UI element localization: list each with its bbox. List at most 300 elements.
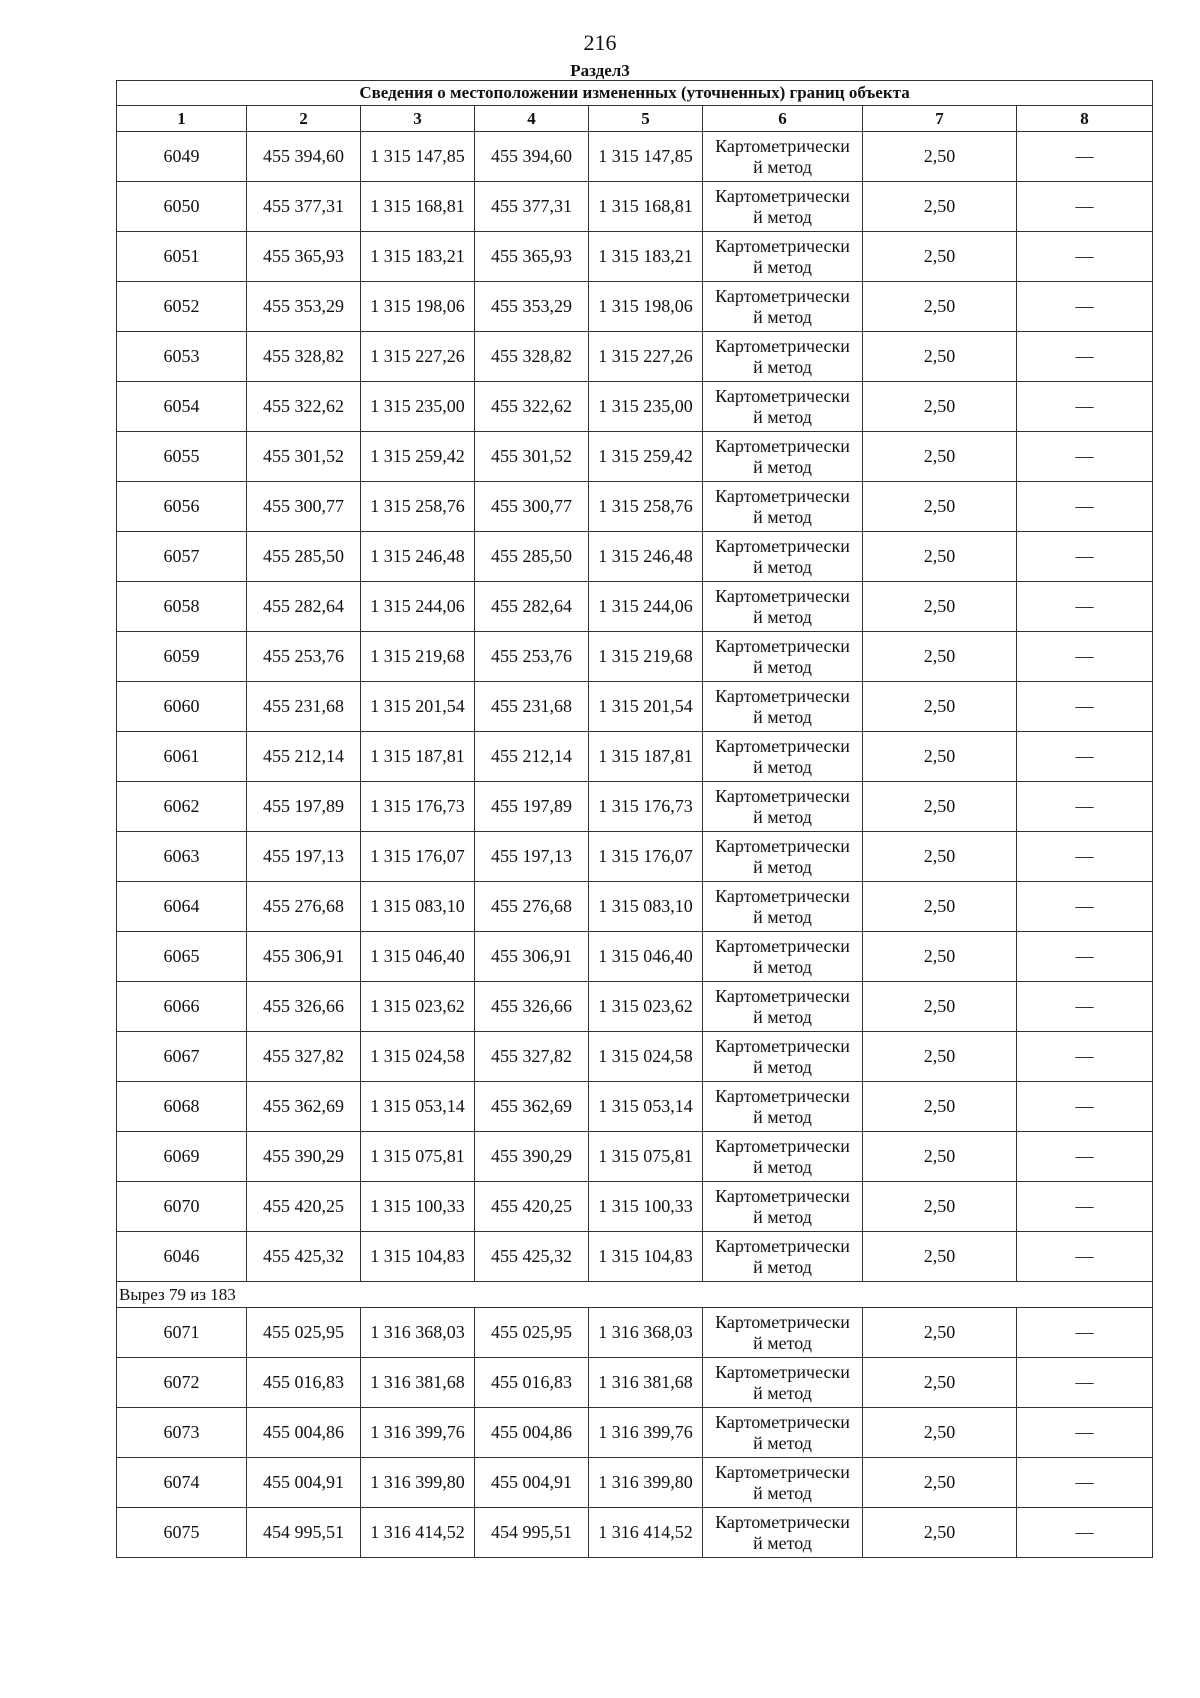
precision-cell: 2,50 xyxy=(863,132,1017,182)
existing-x-cell: 455 394,60 xyxy=(247,132,361,182)
existing-y-cell: 1 315 187,81 xyxy=(361,732,475,782)
new-y-cell: 1 315 219,68 xyxy=(589,632,703,682)
precision-cell: 2,50 xyxy=(863,232,1017,282)
new-y-cell: 1 316 399,80 xyxy=(589,1458,703,1508)
method-line: й метод xyxy=(753,606,812,627)
description-cell: — xyxy=(1017,432,1153,482)
method-line: й метод xyxy=(753,556,812,577)
table-row xyxy=(117,682,1153,732)
column-number: 7 xyxy=(863,106,1017,132)
precision-cell: 2,50 xyxy=(863,982,1017,1032)
description-cell: — xyxy=(1017,382,1153,432)
table-row xyxy=(117,882,1153,932)
existing-y-cell: 1 315 053,14 xyxy=(361,1082,475,1132)
method-line: й метод xyxy=(753,206,812,227)
existing-x-cell: 455 362,69 xyxy=(247,1082,361,1132)
table-row xyxy=(117,582,1153,632)
existing-y-cell: 1 315 183,21 xyxy=(361,232,475,282)
new-x-cell: 455 365,93 xyxy=(475,232,589,282)
existing-x-cell: 455 025,95 xyxy=(247,1308,361,1358)
existing-x-cell: 455 301,52 xyxy=(247,432,361,482)
description-cell: — xyxy=(1017,1082,1153,1132)
table-row xyxy=(117,1082,1153,1132)
table-row xyxy=(117,432,1153,482)
method-line: Картометрически xyxy=(715,535,850,556)
method-line: й метод xyxy=(753,256,812,277)
point-number-cell: 6067 xyxy=(117,1032,247,1082)
new-x-cell: 455 394,60 xyxy=(475,132,589,182)
table-row xyxy=(117,782,1153,832)
precision-cell: 2,50 xyxy=(863,882,1017,932)
existing-y-cell: 1 315 100,33 xyxy=(361,1182,475,1232)
table-row xyxy=(117,1032,1153,1082)
existing-y-cell: 1 315 201,54 xyxy=(361,682,475,732)
method-cell xyxy=(703,482,863,532)
existing-x-cell: 455 322,62 xyxy=(247,382,361,432)
precision-cell: 2,50 xyxy=(863,1082,1017,1132)
new-y-cell: 1 315 235,00 xyxy=(589,382,703,432)
method-cell xyxy=(703,732,863,782)
point-number-cell: 6060 xyxy=(117,682,247,732)
point-number-cell: 6064 xyxy=(117,882,247,932)
point-number-cell: 6073 xyxy=(117,1408,247,1458)
existing-y-cell: 1 315 176,73 xyxy=(361,782,475,832)
existing-x-cell: 455 276,68 xyxy=(247,882,361,932)
point-number-cell: 6062 xyxy=(117,782,247,832)
description-cell: — xyxy=(1017,632,1153,682)
new-y-cell: 1 315 147,85 xyxy=(589,132,703,182)
existing-x-cell: 454 995,51 xyxy=(247,1508,361,1558)
method-line: Картометрически xyxy=(715,835,850,856)
description-cell: — xyxy=(1017,132,1153,182)
precision-cell: 2,50 xyxy=(863,532,1017,582)
new-y-cell: 1 315 187,81 xyxy=(589,732,703,782)
new-x-cell: 455 322,62 xyxy=(475,382,589,432)
table-caption: Сведения о местоположении измененных (уточненных) границ объекта xyxy=(117,81,1153,106)
method-line: Картометрически xyxy=(715,585,850,606)
existing-x-cell: 455 327,82 xyxy=(247,1032,361,1082)
new-y-cell: 1 315 176,73 xyxy=(589,782,703,832)
precision-cell: 2,50 xyxy=(863,732,1017,782)
description-cell: — xyxy=(1017,1032,1153,1082)
description-cell: — xyxy=(1017,732,1153,782)
precision-cell: 2,50 xyxy=(863,1458,1017,1508)
precision-cell: 2,50 xyxy=(863,382,1017,432)
method-cell xyxy=(703,1032,863,1082)
new-y-cell: 1 315 168,81 xyxy=(589,182,703,232)
point-number-cell: 6068 xyxy=(117,1082,247,1132)
method-line: й метод xyxy=(753,156,812,177)
new-x-cell: 455 004,91 xyxy=(475,1458,589,1508)
description-cell: — xyxy=(1017,282,1153,332)
method-cell xyxy=(703,982,863,1032)
new-y-cell: 1 315 104,83 xyxy=(589,1232,703,1282)
existing-x-cell: 455 253,76 xyxy=(247,632,361,682)
existing-y-cell: 1 315 083,10 xyxy=(361,882,475,932)
point-number-cell: 6065 xyxy=(117,932,247,982)
new-x-cell: 455 197,13 xyxy=(475,832,589,882)
method-cell xyxy=(703,782,863,832)
existing-y-cell: 1 315 244,06 xyxy=(361,582,475,632)
existing-y-cell: 1 315 227,26 xyxy=(361,332,475,382)
description-cell: — xyxy=(1017,832,1153,882)
new-x-cell: 455 300,77 xyxy=(475,482,589,532)
precision-cell: 2,50 xyxy=(863,332,1017,382)
new-x-cell: 455 231,68 xyxy=(475,682,589,732)
method-line: й метод xyxy=(753,806,812,827)
precision-cell: 2,50 xyxy=(863,282,1017,332)
point-number-cell: 6072 xyxy=(117,1358,247,1408)
column-number: 2 xyxy=(247,106,361,132)
existing-x-cell: 455 231,68 xyxy=(247,682,361,732)
column-number: 8 xyxy=(1017,106,1153,132)
method-line: Картометрически xyxy=(715,685,850,706)
table-row xyxy=(117,1182,1153,1232)
new-y-cell: 1 315 023,62 xyxy=(589,982,703,1032)
method-line: Картометрически xyxy=(715,1135,850,1156)
existing-y-cell: 1 316 399,80 xyxy=(361,1458,475,1508)
method-line: й метод xyxy=(753,456,812,477)
precision-cell: 2,50 xyxy=(863,582,1017,632)
table-row xyxy=(117,232,1153,282)
new-x-cell: 455 328,82 xyxy=(475,332,589,382)
existing-y-cell: 1 315 235,00 xyxy=(361,382,475,432)
description-cell: — xyxy=(1017,782,1153,832)
method-line: Картометрически xyxy=(715,785,850,806)
existing-x-cell: 455 004,91 xyxy=(247,1458,361,1508)
point-number-cell: 6050 xyxy=(117,182,247,232)
method-cell xyxy=(703,132,863,182)
boundary-coordinates-table xyxy=(116,80,1153,1558)
new-y-cell: 1 315 201,54 xyxy=(589,682,703,732)
method-line: й метод xyxy=(753,1006,812,1027)
existing-y-cell: 1 315 075,81 xyxy=(361,1132,475,1182)
point-number-cell: 6074 xyxy=(117,1458,247,1508)
new-x-cell: 455 282,64 xyxy=(475,582,589,632)
existing-x-cell: 455 420,25 xyxy=(247,1182,361,1232)
method-cell xyxy=(703,1132,863,1182)
description-cell: — xyxy=(1017,232,1153,282)
point-number-cell: 6070 xyxy=(117,1182,247,1232)
method-cell xyxy=(703,1508,863,1558)
point-number-cell: 6061 xyxy=(117,732,247,782)
method-line: Картометрически xyxy=(715,1411,850,1432)
existing-x-cell: 455 197,13 xyxy=(247,832,361,882)
column-number: 1 xyxy=(117,106,247,132)
description-cell: — xyxy=(1017,582,1153,632)
method-cell xyxy=(703,582,863,632)
existing-y-cell: 1 315 023,62 xyxy=(361,982,475,1032)
method-line: Картометрически xyxy=(715,185,850,206)
column-number: 6 xyxy=(703,106,863,132)
new-y-cell: 1 315 075,81 xyxy=(589,1132,703,1182)
method-line: Картометрически xyxy=(715,735,850,756)
point-number-cell: 6046 xyxy=(117,1232,247,1282)
point-number-cell: 6058 xyxy=(117,582,247,632)
cut-section-row xyxy=(117,1282,1153,1308)
section-title: Раздел3 xyxy=(570,61,630,80)
new-y-cell: 1 316 414,52 xyxy=(589,1508,703,1558)
existing-y-cell: 1 316 381,68 xyxy=(361,1358,475,1408)
method-line: й метод xyxy=(753,856,812,877)
existing-x-cell: 455 282,64 xyxy=(247,582,361,632)
existing-x-cell: 455 390,29 xyxy=(247,1132,361,1182)
method-line: й метод xyxy=(753,656,812,677)
existing-x-cell: 455 016,83 xyxy=(247,1358,361,1408)
method-cell xyxy=(703,532,863,582)
existing-x-cell: 455 425,32 xyxy=(247,1232,361,1282)
method-cell xyxy=(703,632,863,682)
precision-cell: 2,50 xyxy=(863,1182,1017,1232)
new-y-cell: 1 315 259,42 xyxy=(589,432,703,482)
table-body xyxy=(117,81,1153,1558)
precision-cell: 2,50 xyxy=(863,432,1017,482)
method-line: Картометрически xyxy=(715,635,850,656)
description-cell: — xyxy=(1017,682,1153,732)
new-x-cell: 455 326,66 xyxy=(475,982,589,1032)
point-number-cell: 6066 xyxy=(117,982,247,1032)
new-x-cell: 455 420,25 xyxy=(475,1182,589,1232)
method-cell xyxy=(703,1458,863,1508)
table-row xyxy=(117,732,1153,782)
precision-cell: 2,50 xyxy=(863,1232,1017,1282)
precision-cell: 2,50 xyxy=(863,1032,1017,1082)
new-x-cell: 455 353,29 xyxy=(475,282,589,332)
new-y-cell: 1 315 198,06 xyxy=(589,282,703,332)
existing-x-cell: 455 326,66 xyxy=(247,982,361,1032)
method-line: Картометрически xyxy=(715,1085,850,1106)
point-number-cell: 6069 xyxy=(117,1132,247,1182)
new-x-cell: 455 016,83 xyxy=(475,1358,589,1408)
new-y-cell: 1 315 227,26 xyxy=(589,332,703,382)
precision-cell: 2,50 xyxy=(863,782,1017,832)
method-line: й метод xyxy=(753,406,812,427)
method-line: й метод xyxy=(753,906,812,927)
new-y-cell: 1 316 381,68 xyxy=(589,1358,703,1408)
new-y-cell: 1 315 244,06 xyxy=(589,582,703,632)
method-line: Картометрически xyxy=(715,1461,850,1482)
column-number-row xyxy=(117,106,1153,132)
method-line: й метод xyxy=(753,1156,812,1177)
method-cell xyxy=(703,832,863,882)
description-cell: — xyxy=(1017,982,1153,1032)
method-cell xyxy=(703,282,863,332)
method-cell xyxy=(703,432,863,482)
existing-x-cell: 455 377,31 xyxy=(247,182,361,232)
description-cell: — xyxy=(1017,332,1153,382)
precision-cell: 2,50 xyxy=(863,482,1017,532)
table-row xyxy=(117,482,1153,532)
method-cell xyxy=(703,1408,863,1458)
cut-section-label: Вырез 79 из 183 xyxy=(117,1282,1153,1308)
description-cell: — xyxy=(1017,1458,1153,1508)
precision-cell: 2,50 xyxy=(863,832,1017,882)
new-y-cell: 1 315 053,14 xyxy=(589,1082,703,1132)
method-line: Картометрически xyxy=(715,1311,850,1332)
description-cell: — xyxy=(1017,932,1153,982)
method-line: й метод xyxy=(753,706,812,727)
new-x-cell: 455 377,31 xyxy=(475,182,589,232)
existing-x-cell: 455 197,89 xyxy=(247,782,361,832)
method-line: й метод xyxy=(753,1482,812,1503)
new-x-cell: 455 212,14 xyxy=(475,732,589,782)
existing-x-cell: 455 285,50 xyxy=(247,532,361,582)
precision-cell: 2,50 xyxy=(863,1132,1017,1182)
new-y-cell: 1 315 024,58 xyxy=(589,1032,703,1082)
new-x-cell: 455 306,91 xyxy=(475,932,589,982)
table-row xyxy=(117,332,1153,382)
existing-y-cell: 1 316 414,52 xyxy=(361,1508,475,1558)
method-line: Картометрически xyxy=(715,385,850,406)
point-number-cell: 6075 xyxy=(117,1508,247,1558)
description-cell: — xyxy=(1017,532,1153,582)
method-line: Картометрически xyxy=(715,485,850,506)
table-caption-row xyxy=(117,81,1153,106)
method-line: й метод xyxy=(753,1056,812,1077)
method-line: Картометрически xyxy=(715,1511,850,1532)
method-line: й метод xyxy=(753,306,812,327)
existing-x-cell: 455 365,93 xyxy=(247,232,361,282)
method-cell xyxy=(703,1182,863,1232)
method-line: Картометрически xyxy=(715,235,850,256)
table-row xyxy=(117,1458,1153,1508)
precision-cell: 2,50 xyxy=(863,1408,1017,1458)
point-number-cell: 6063 xyxy=(117,832,247,882)
new-x-cell: 455 327,82 xyxy=(475,1032,589,1082)
method-cell xyxy=(703,932,863,982)
method-line: й метод xyxy=(753,1432,812,1453)
point-number-cell: 6052 xyxy=(117,282,247,332)
point-number-cell: 6056 xyxy=(117,482,247,532)
column-number: 5 xyxy=(589,106,703,132)
new-x-cell: 454 995,51 xyxy=(475,1508,589,1558)
existing-x-cell: 455 353,29 xyxy=(247,282,361,332)
existing-x-cell: 455 004,86 xyxy=(247,1408,361,1458)
point-number-cell: 6053 xyxy=(117,332,247,382)
table-row xyxy=(117,182,1153,232)
precision-cell: 2,50 xyxy=(863,1508,1017,1558)
precision-cell: 2,50 xyxy=(863,182,1017,232)
new-y-cell: 1 316 368,03 xyxy=(589,1308,703,1358)
new-y-cell: 1 315 083,10 xyxy=(589,882,703,932)
method-line: й метод xyxy=(753,1382,812,1403)
method-cell xyxy=(703,682,863,732)
method-line: Картометрически xyxy=(715,885,850,906)
description-cell: — xyxy=(1017,882,1153,932)
method-line: Картометрически xyxy=(715,335,850,356)
table-row xyxy=(117,1408,1153,1458)
method-line: й метод xyxy=(753,1256,812,1277)
table-row xyxy=(117,532,1153,582)
new-y-cell: 1 315 100,33 xyxy=(589,1182,703,1232)
method-line: й метод xyxy=(753,506,812,527)
method-line: Картометрически xyxy=(715,935,850,956)
table-row xyxy=(117,1232,1153,1282)
description-cell: — xyxy=(1017,1358,1153,1408)
description-cell: — xyxy=(1017,1232,1153,1282)
method-cell xyxy=(703,1308,863,1358)
table-row xyxy=(117,282,1153,332)
method-cell xyxy=(703,1082,863,1132)
method-line: Картометрически xyxy=(715,985,850,1006)
new-y-cell: 1 316 399,76 xyxy=(589,1408,703,1458)
new-y-cell: 1 315 046,40 xyxy=(589,932,703,982)
existing-y-cell: 1 315 259,42 xyxy=(361,432,475,482)
method-cell xyxy=(703,1232,863,1282)
column-number: 4 xyxy=(475,106,589,132)
method-line: Картометрически xyxy=(715,1361,850,1382)
method-line: Картометрически xyxy=(715,285,850,306)
new-x-cell: 455 425,32 xyxy=(475,1232,589,1282)
method-cell xyxy=(703,332,863,382)
method-cell xyxy=(703,382,863,432)
new-y-cell: 1 315 246,48 xyxy=(589,532,703,582)
new-x-cell: 455 362,69 xyxy=(475,1082,589,1132)
table-row xyxy=(117,1132,1153,1182)
table-row xyxy=(117,1358,1153,1408)
table-row xyxy=(117,982,1153,1032)
precision-cell: 2,50 xyxy=(863,932,1017,982)
table-row xyxy=(117,132,1153,182)
new-x-cell: 455 025,95 xyxy=(475,1308,589,1358)
existing-y-cell: 1 315 024,58 xyxy=(361,1032,475,1082)
table-row xyxy=(117,1508,1153,1558)
description-cell: — xyxy=(1017,1132,1153,1182)
new-x-cell: 455 276,68 xyxy=(475,882,589,932)
method-line: й метод xyxy=(753,956,812,977)
table-row xyxy=(117,1308,1153,1358)
new-x-cell: 455 004,86 xyxy=(475,1408,589,1458)
existing-y-cell: 1 315 258,76 xyxy=(361,482,475,532)
description-cell: — xyxy=(1017,1182,1153,1232)
column-number: 3 xyxy=(361,106,475,132)
point-number-cell: 6059 xyxy=(117,632,247,682)
table-row xyxy=(117,632,1153,682)
point-number-cell: 6057 xyxy=(117,532,247,582)
existing-y-cell: 1 315 198,06 xyxy=(361,282,475,332)
table-row xyxy=(117,832,1153,882)
existing-y-cell: 1 315 046,40 xyxy=(361,932,475,982)
existing-x-cell: 455 328,82 xyxy=(247,332,361,382)
description-cell: — xyxy=(1017,482,1153,532)
new-x-cell: 455 197,89 xyxy=(475,782,589,832)
description-cell: — xyxy=(1017,1408,1153,1458)
new-x-cell: 455 390,29 xyxy=(475,1132,589,1182)
existing-x-cell: 455 306,91 xyxy=(247,932,361,982)
method-cell xyxy=(703,182,863,232)
method-line: Картометрически xyxy=(715,435,850,456)
existing-y-cell: 1 315 219,68 xyxy=(361,632,475,682)
description-cell: — xyxy=(1017,182,1153,232)
point-number-cell: 6054 xyxy=(117,382,247,432)
existing-y-cell: 1 315 104,83 xyxy=(361,1232,475,1282)
existing-y-cell: 1 315 168,81 xyxy=(361,182,475,232)
method-line: й метод xyxy=(753,1206,812,1227)
precision-cell: 2,50 xyxy=(863,632,1017,682)
table-row xyxy=(117,932,1153,982)
method-line: й метод xyxy=(753,1332,812,1353)
point-number-cell: 6071 xyxy=(117,1308,247,1358)
point-number-cell: 6055 xyxy=(117,432,247,482)
method-cell xyxy=(703,232,863,282)
method-cell xyxy=(703,882,863,932)
existing-y-cell: 1 316 368,03 xyxy=(361,1308,475,1358)
new-x-cell: 455 253,76 xyxy=(475,632,589,682)
method-line: Картометрически xyxy=(715,135,850,156)
new-x-cell: 455 285,50 xyxy=(475,532,589,582)
existing-y-cell: 1 315 246,48 xyxy=(361,532,475,582)
existing-x-cell: 455 212,14 xyxy=(247,732,361,782)
